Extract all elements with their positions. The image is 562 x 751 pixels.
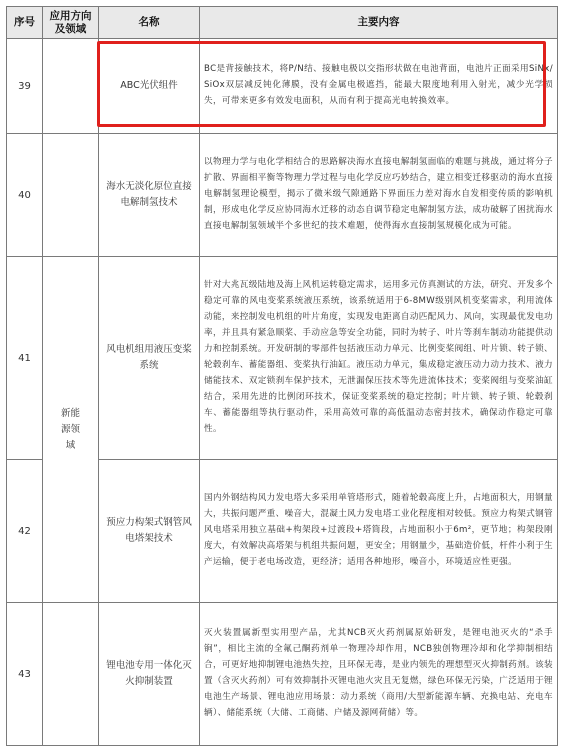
table-row [7, 603, 558, 746]
header-name: 名称 [99, 7, 200, 39]
row-content: 针对大兆瓦级陆地及海上风机运转稳定需求，运用多元仿真测试的方法，研究、开发多个稳定可靠的风电变桨系统液压系统，该系统适用于6-8MW级别风机变桨需求，利用流体动能，来控制发电机组的叶片角度，实现发电距离自动匹配风力、风向，实现最优发电功率，并且具有紧急顺桨、手动应急等安全功能，同时为转子、叶片等刹车制动功能提供动力和控制系统。开发研制的零部件包括液压动力单元、比例变桨阀组、叶片锁、转子锁、轮毂刹车、蓄能器组、变桨执行油缸。液压动力单元，集成稳定液压动力动力技术、液力储能技术、双定锁刹车保护技术，无泄漏保压技术等先进流体技术；变桨阀组与变桨油缸结合，采用先进的比例闭环技术，保证变桨系统的稳定控制；叶片锁、转子锁、轮毂刹车、蓄能器组等执行驱动件，采用高效可靠的高低温动态密封技术，确保动作稳定可靠性。 [200, 257, 558, 460]
row-content: 灭火装置属新型实用型产品，尤其NCB灭火药剂属原始研发，是锂电池灭火的“杀手锏”，相比主流的全氟己酮药剂单一物理冷却作用，NCB独创物理冷却和化学抑制相结合，可更好地抑制锂电池热失控，且环保无毒，是业内领先的理想型灭火抑制药剂。该装置（含灭火药剂）可有效抑制扑灭锂电池火灾且无复燃，绿色环保无污染，广泛适用于锂电池生产场景、锂电池应用场景：动力系统（商用/大型新能源车辆、充换电站、充电车辆）、储能系统（大储、工商储、户储及源网荷储）等。 [200, 603, 558, 746]
row-content: BC是背接触技术，将P/N结、接触电极以交指形状做在电池背面，电池片正面采用SiNx/SiOx双层减反钝化薄膜，没有金属电极遮挡，能最大限度地利用入射光，减少光学损失，可带来更多有效发电面积，从而有利于提高光电转换效率。 [200, 39, 558, 134]
row-name: 海水无淡化原位直接电解制氢技术 [99, 134, 200, 257]
row-content: 以物理力学与电化学相结合的思路解决海水直接电解制氢面临的难题与挑战，通过将分子扩散、界面相平衡等物理力学过程与电化学反应巧妙结合，建立相变迁移驱动的海水直接电解制氢理论模型，揭示了微米级气隙通路下界面压力差对海水自发相变传质的影响机制，形成电化学反应协同海水迁移的动态自调节稳定电解制氢方法，成功破解了困扰海水直接电解制氢领域半个多世纪的技术难题，使得海水直接制氢规模化成为可能。 [200, 134, 558, 257]
table-row [7, 134, 558, 257]
row-seq: 40 [7, 134, 43, 257]
row-name: ABC光伏组件 [99, 39, 200, 134]
row-seq: 41 [7, 257, 43, 460]
table-header-row [7, 7, 558, 39]
row-field-empty [43, 134, 99, 257]
row-seq: 43 [7, 603, 43, 746]
row-name: 锂电池专用一体化灭火抑制装置 [99, 603, 200, 746]
row-content: 国内外钢结构风力发电塔大多采用单管塔形式，随着轮毂高度上升，占地面积大，用钢量大，共振问题严重、噪音大，混凝土风力发电塔工业化程度相对较低。预应力构架式钢管风电塔采用独立基础+构架段+过渡段+塔筒段，占地面积小于6m²，更节地；构架段刚度大，有效解决高塔架与机组共振问题，更安全；用钢量少，基础造价低，杆件小利于生产运输，便于老电场改造，更经济；适用各种地形，噪音小，环境适应性更强。 [200, 460, 558, 603]
row-seq: 39 [7, 39, 43, 134]
row-field-empty [43, 39, 99, 134]
row-field-empty [43, 603, 99, 746]
header-seq: 序号 [7, 7, 43, 39]
table-row [7, 39, 558, 134]
content-table [6, 6, 558, 746]
header-content: 主要内容 [200, 7, 558, 39]
row-seq: 42 [7, 460, 43, 603]
row-name: 风电机组用液压变桨系统 [99, 257, 200, 460]
header-field: 应用方向及领域 [43, 7, 99, 39]
row-name: 预应力构架式钢管风电塔架技术 [99, 460, 200, 603]
field-group: 新能源领域 [43, 257, 99, 603]
table-row [7, 257, 558, 460]
